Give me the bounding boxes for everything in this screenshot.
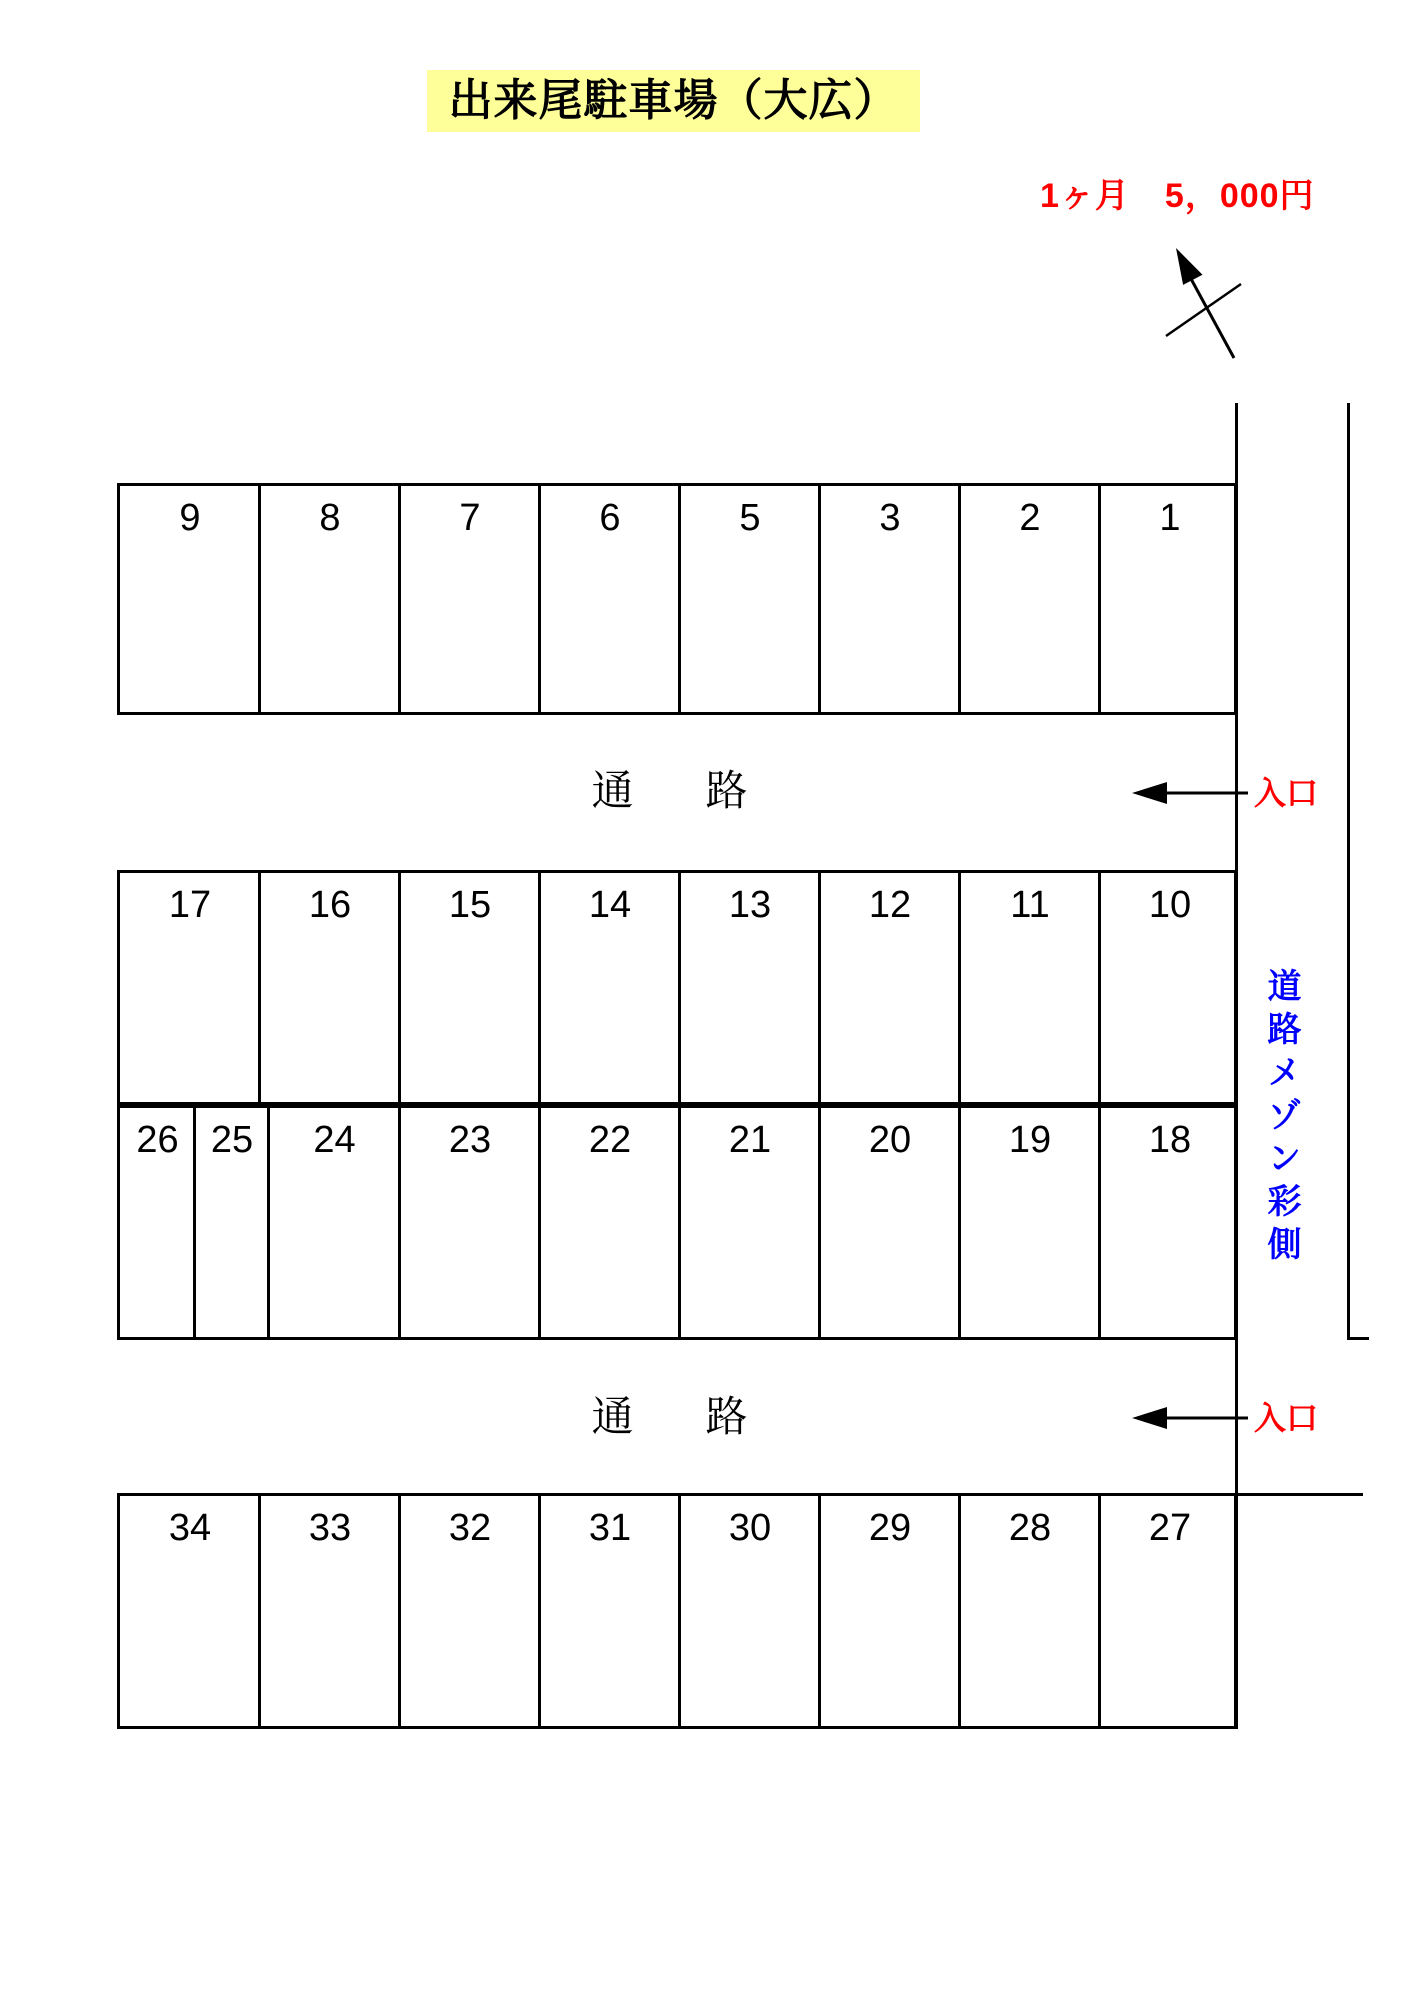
stall-11-label: 11: [1010, 884, 1050, 926]
stall-8-label: 8: [319, 497, 341, 539]
stall-34-label: 34: [168, 1507, 212, 1549]
stall-24-label: 24: [313, 1119, 356, 1161]
entrance-2-label: 入口: [1254, 1400, 1319, 1436]
stall-15-label: 15: [448, 884, 492, 926]
aisle-1-label: 通 路: [591, 767, 763, 814]
stall-28-label: 28: [1008, 1507, 1052, 1549]
stall-21-label: 21: [728, 1119, 772, 1161]
stall-5-label: 5: [739, 497, 761, 539]
stall-13-label: 13: [728, 884, 772, 926]
stall-27-label: 27: [1148, 1507, 1192, 1549]
aisle-2-label: 通 路: [591, 1393, 763, 1440]
parking-row-middle-lower-row: [117, 1105, 1237, 1340]
stall-16-label: 16: [308, 884, 352, 926]
stall-31-label: 31: [588, 1507, 632, 1549]
stall-7-label: 7: [459, 497, 481, 539]
stall-32-label: 32: [448, 1507, 492, 1549]
north-arrow-icon: [1110, 232, 1260, 372]
stall-6-label: 6: [599, 497, 621, 539]
road-side-label: 道路メゾン彩側: [1262, 968, 1300, 1269]
page-title: 出来尾駐車場（大広）: [427, 70, 920, 132]
stall-19-label: 19: [1008, 1119, 1052, 1161]
entrance-1-arrow-icon: [1125, 779, 1255, 807]
stall-1-label: 1: [1159, 497, 1181, 539]
stall-29-label: 29: [868, 1507, 912, 1549]
price-note: 1ヶ月 5，000円: [1040, 177, 1315, 215]
stall-3-label: 3: [879, 497, 901, 539]
stall-30-label: 30: [728, 1507, 772, 1549]
stall-10-label: 10: [1148, 884, 1192, 926]
parking-row-top-row: [117, 483, 1237, 715]
entrance-2-arrow-icon: [1125, 1404, 1255, 1432]
stall-22-label: 22: [588, 1119, 632, 1161]
entrance-1-label: 入口: [1254, 775, 1319, 811]
stall-33-label: 33: [308, 1507, 352, 1549]
stall-9-label: 9: [179, 497, 201, 539]
stall-18-label: 18: [1148, 1119, 1192, 1161]
road-right-line-hook: [1347, 1337, 1369, 1340]
stall-20-label: 20: [868, 1119, 912, 1161]
parking-row-bottom-row: [117, 1493, 1237, 1729]
stall-2-label: 2: [1019, 497, 1041, 539]
stall-25-label: 25: [210, 1119, 254, 1161]
stall-17-label: 17: [168, 884, 212, 926]
stall-14-label: 14: [588, 884, 632, 926]
stall-12-label: 12: [868, 884, 912, 926]
parking-row-middle-upper-row: [117, 870, 1237, 1105]
stall-26-label: 26: [136, 1119, 179, 1161]
road-right-boundary-line: [1347, 403, 1350, 1340]
stall-23-label: 23: [448, 1119, 492, 1161]
